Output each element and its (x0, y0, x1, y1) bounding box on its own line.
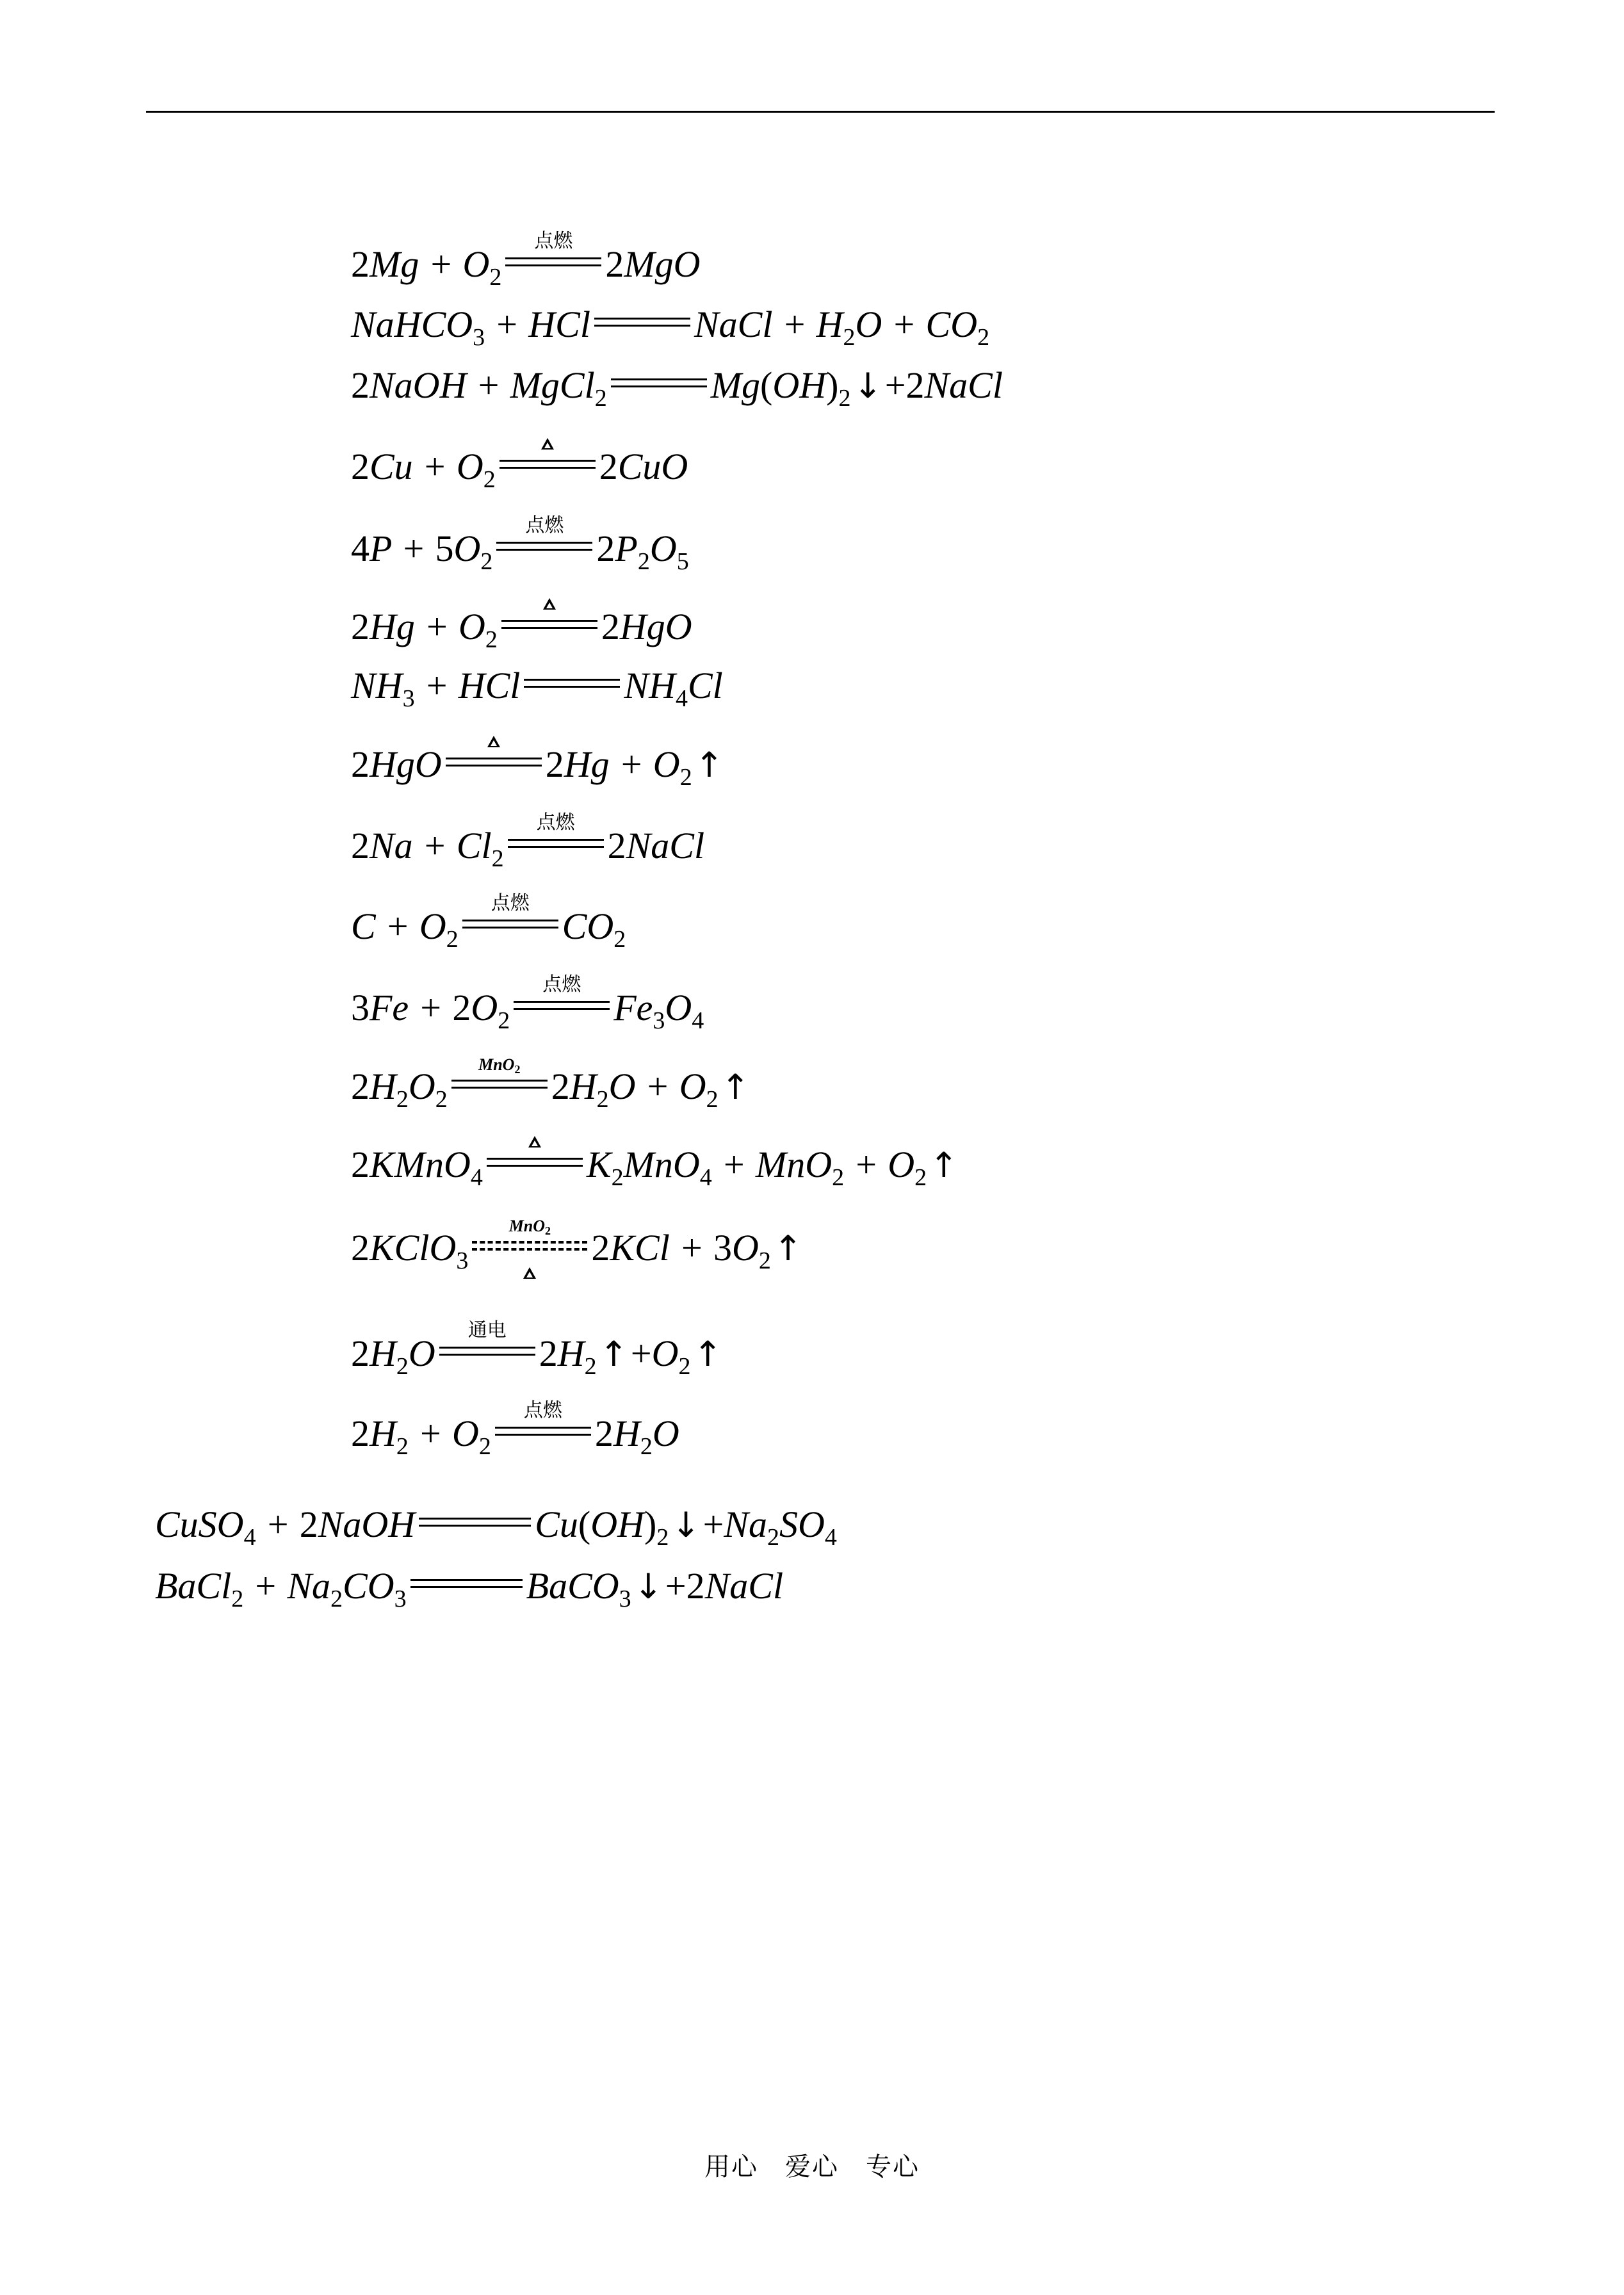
equation-13: 2KMnO$_4$ $K_2MnO_4 + MnO_2 + O_2$ ↑ (351, 1146, 961, 1183)
up-arrow-icon: ↑ (694, 745, 724, 785)
equation-17: CuSO$_4$ + 2NaOH $Cu(OH)_2$ ↓ $+Na_2SO_4$ (155, 1504, 837, 1551)
reaction-sign (505, 231, 601, 277)
equation-11: $3Fe + 2O_2$ 点燃 $Fe_3O_4$ (351, 974, 704, 1034)
condition-label: 点燃 (542, 974, 581, 995)
equation-16: $2H_2 + O_2$ 点燃 $2H_2O$ (351, 1400, 679, 1460)
reaction-sign (514, 974, 610, 1020)
equation-7: $NH_3$ + HCl $NH_4Cl$ (351, 665, 723, 712)
reaction-sign (462, 893, 558, 939)
equation-12: $2H_2O_2$ MnO$_2$ $2H_2O + O_2$ ↑ (351, 1055, 750, 1113)
condition-label: MnO$_2$ (478, 1055, 521, 1076)
down-arrow-icon: ↓ (671, 1505, 701, 1545)
reaction-sign (451, 1055, 548, 1099)
condition-label (446, 732, 542, 751)
condition-label: 点燃 (536, 812, 575, 833)
heat-triangle-icon (528, 1136, 541, 1148)
equation-4: $2Cu + O_2$ 2CuO (351, 448, 688, 485)
condition-label (499, 434, 596, 453)
condition-label-below (472, 1263, 587, 1283)
header-rule (146, 111, 1495, 113)
equation-3: 2NaOH + MgCl$_2$ $Mg(OH)_2$ ↓ +2NaCl (351, 364, 1003, 412)
reaction-sign (487, 1151, 583, 1177)
down-arrow-icon: ↓ (633, 1566, 663, 1607)
condition-label: 点燃 (525, 515, 564, 536)
reaction-sign (495, 1400, 591, 1446)
equation-5: $4P + 5O_2$ 点燃 $2P_2O_5$ (351, 515, 689, 575)
equation-9: $2Na + Cl_2$ 点燃 2NaCl (351, 812, 705, 872)
equation-10: $C + O_2$ 点燃 $CO_2$ (351, 893, 626, 953)
reaction-sign (446, 751, 542, 777)
condition-label (501, 594, 597, 613)
reaction-sign (508, 812, 604, 858)
condition-label: 点燃 (523, 1400, 562, 1421)
up-arrow-icon: ↑ (720, 1067, 750, 1107)
condition-label: 点燃 (491, 893, 530, 914)
reaction-sign (611, 372, 707, 398)
reaction-sign (501, 613, 597, 639)
equation-6: $2Hg + O_2$ 2HgO (351, 608, 692, 645)
equation-18: BaCl$_2$ + $Na_2CO_3$ BaCO$_3$ ↓ +2NaCl (155, 1565, 784, 1612)
page-footer: 用心 爱心 专心 (704, 2152, 920, 2182)
equation-15: $2H_2O$ 通电 $2H_2$ ↑ $+O_2$ ↑ (351, 1320, 722, 1380)
reaction-sign (419, 1511, 531, 1537)
equation-1: $2Mg + O_2$ 点燃 2MgO (351, 231, 701, 291)
heat-triangle-icon (543, 598, 556, 610)
equation-8: 2HgO $2Hg + O_2$ ↑ (351, 746, 726, 783)
condition-label (487, 1132, 583, 1151)
reaction-sign (496, 515, 592, 561)
condition-label: 通电 (467, 1320, 507, 1341)
reaction-sign (499, 453, 596, 479)
heat-triangle-icon (487, 736, 500, 747)
reaction-sign (472, 1217, 587, 1260)
reaction-sign (410, 1573, 523, 1598)
heat-triangle-icon (523, 1267, 536, 1279)
heat-triangle-icon (541, 438, 554, 450)
up-arrow-icon: ↑ (599, 1334, 628, 1374)
down-arrow-icon: ↓ (853, 366, 882, 406)
up-arrow-icon: ↑ (693, 1334, 722, 1374)
equation-14: 2KClO$_3$ MnO$_2$ $2KCl + 3O_2$ ↑ (351, 1229, 805, 1267)
equation-2: NaHCO$_3$ + HCl NaCl + $H_2O + CO_2$ (351, 304, 990, 351)
condition-label: 点燃 (534, 231, 573, 252)
up-arrow-icon: ↑ (773, 1228, 803, 1269)
reaction-sign (439, 1320, 535, 1366)
up-arrow-icon: ↑ (929, 1145, 959, 1185)
condition-label: MnO$_2$ (508, 1217, 551, 1237)
reaction-sign (594, 311, 690, 337)
reaction-sign (524, 672, 620, 698)
